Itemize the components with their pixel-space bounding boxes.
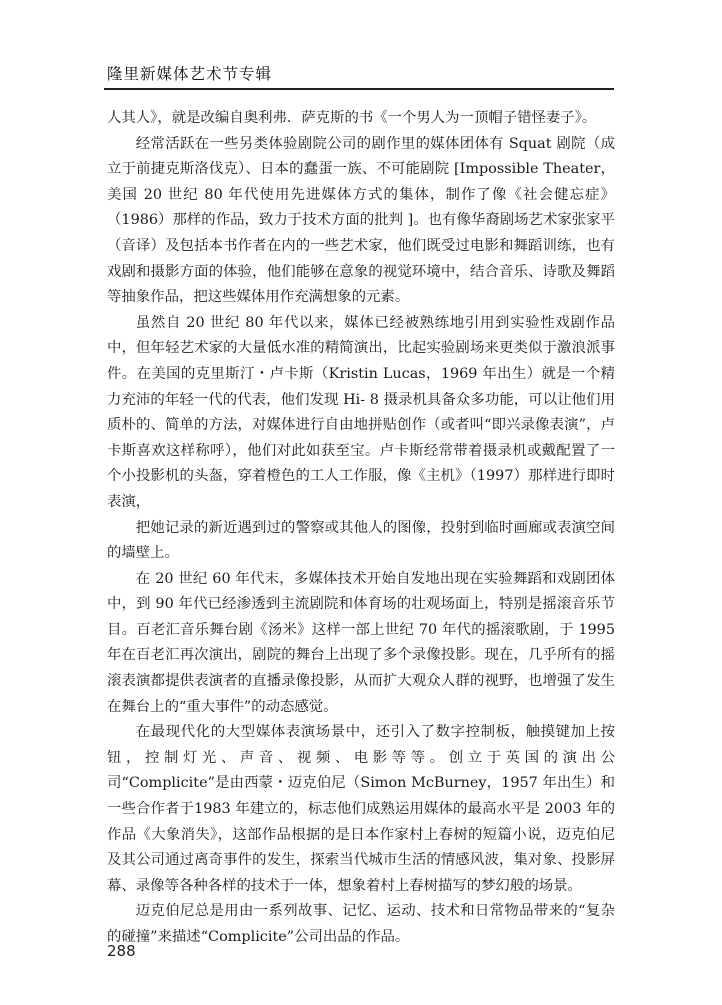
paragraph: 经常活跃在一些另类体验剧院公司的剧作里的媒体团体有 Squat 剧院（成立于前捷克斯洛伐克）、日本的蠢蛋一族、不可能剧院 [Impossible Theater，美国 20 世纪 80 年代使用先进媒体方式的集体，制作了像《社会健忘症》（1986）那样的作品，致力于技术方面的批判 ]。也有像华裔剧场艺术家张家平（音译）及包括本书作者在内的一些艺术家，他们既受过电影和舞蹈训练，也有戏剧和摄影方面的体验，他们能够在意象的视觉环境中，结合音乐、诗歌及舞蹈等抽象作品，把这些媒体用作充满想象的元素。: [107, 135, 615, 306]
running-header-title: 隆里新媒体艺术节专辑: [107, 65, 273, 83]
paragraph: 人其人》，就是改编自奥利弗．萨克斯的书《一个男人为一顶帽子错怪妻子》。: [107, 110, 597, 126]
header-rule: [104, 88, 614, 90]
body-text: [107, 106, 615, 951]
paragraph: 在最现代化的大型媒体表演场景中，还引入了数字控制板，触摸键加上按钮，控制灯光、声音、视频、电影等等。创立于英国的演出公司“Complicite”是由西蒙・迈克伯尼（Simon McBurney，1957 年出生）和一些合作者于1983 年建立的，标志他们成熟运用媒体的最高水平是 2003 年的作品《大象消失》，这部作品根据的是日本作家村上春树的短篇小说，迈克伯尼及其公司通过离奇事件的发生，探索当代城市生活的情感风波，集对象、投影屏幕、录像等各种各样的技术于一体，想象着村上春树描写的梦幻般的场景。: [107, 724, 615, 894]
paragraph: 把她记录的新近遇到过的警察或其他人的图像，投射到临时画廊或表演空间的墙壁上。: [107, 519, 615, 562]
paragraph: 虽然自 20 世纪 80 年代以来，媒体已经被熟练地引用到实验性戏剧作品中，但年轻艺术家的大量低水准的精简演出，比起实验剧场来更类似于激浪派事件。在美国的克里斯汀・卢卡斯（Kristin Lucas，1969 年出生）就是一个精力充沛的年轻一代的代表，他们发现 Hi- 8 摄录机具备众多功能，可以让他们用质朴的、简单的方法，对媒体进行自由地拼贴创作（或者叫“即兴录像表演”，卢卡斯喜欢这样称呼），他们对此如获至宝。卢卡斯经常带着摄录机或戴配置了一个小投影机的头盔，穿着橙色的工人工作服，像《主机》（1997）那样进行即时表演，: [107, 314, 615, 510]
paragraph: 迈克伯尼总是用由一系列故事、记忆、运动、技术和日常物品带来的“复杂的碰撞”来描述“Complicite”公司出品的作品。: [107, 903, 615, 945]
page-number: 288: [107, 942, 136, 960]
paragraph: 在 20 世纪 60 年代末，多媒体技术开始自发地出现在实验舞蹈和戏剧团体中，到 90 年代已经渗透到主流剧院和体育场的壮观场面上，特别是摇滚音乐节目。百老汇音乐舞台剧《汤米》这样一部上世纪 70 年代的摇滚歌剧，于 1995 年在百老汇再次演出，剧院的舞台上出现了多个录像投影。现在，几乎所有的摇滚表演都提供表演者的直播录像投影，从而扩大观众人群的视野，也增强了发生在舞台上的“重大事件”的动态感觉。: [107, 570, 615, 715]
